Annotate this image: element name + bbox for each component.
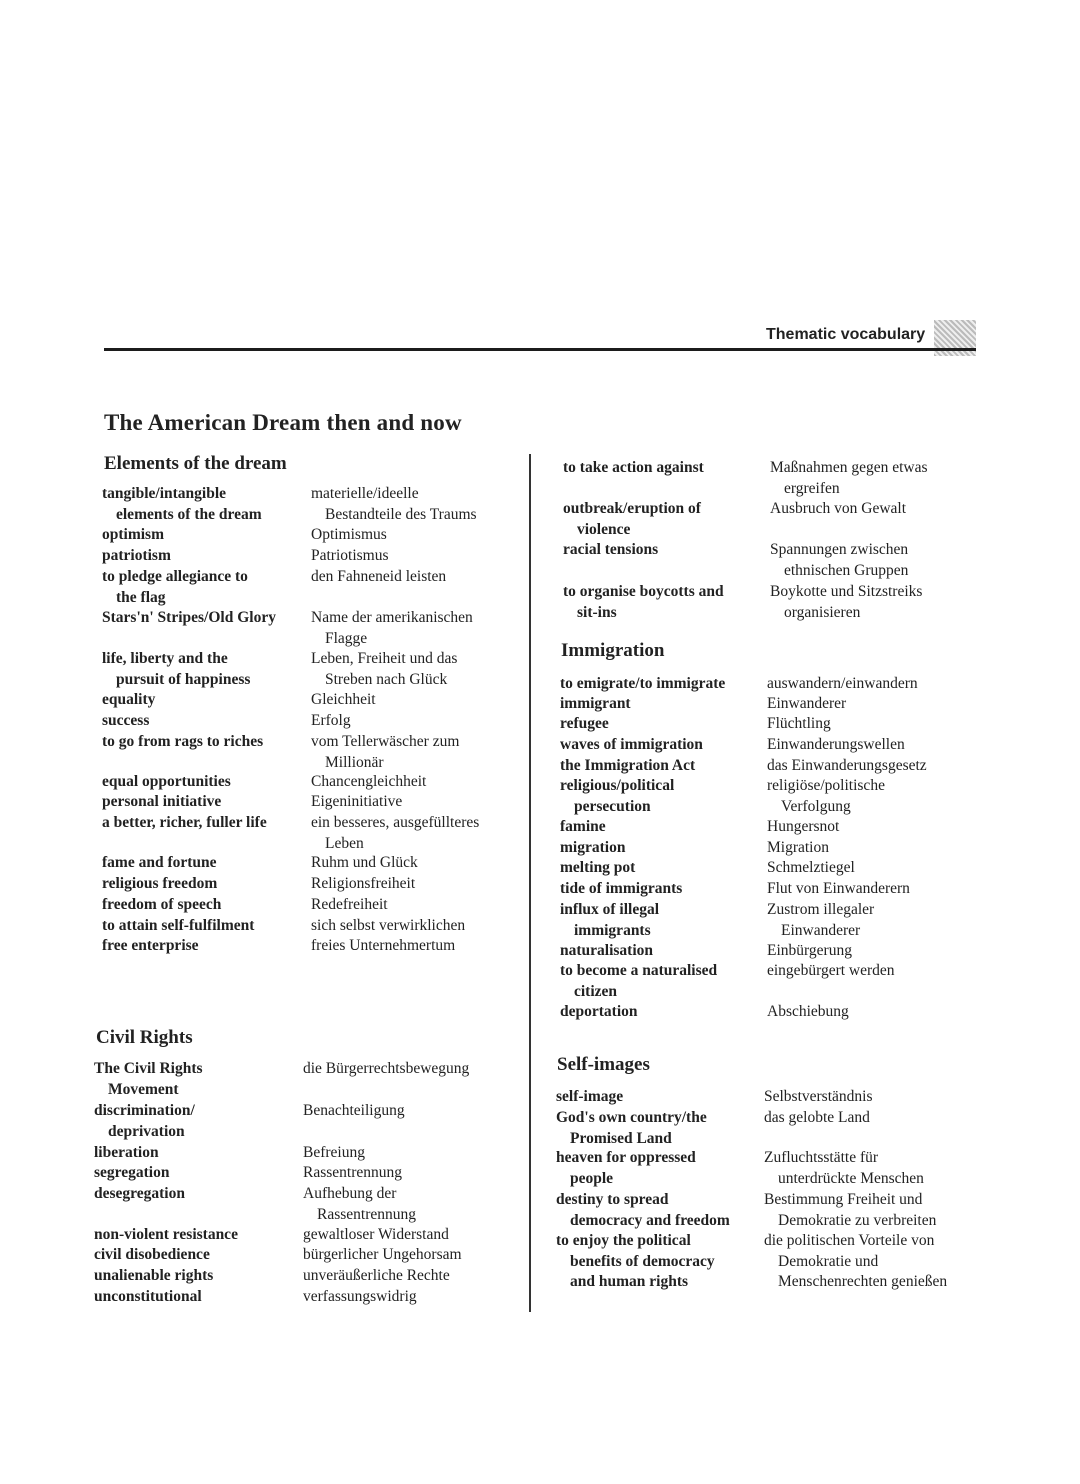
- vocab-translation: [303, 1163, 402, 1184]
- vocab-term: [94, 1184, 185, 1205]
- vocab-term: [560, 838, 625, 859]
- vocab-term-line: elements of the dream: [116, 505, 262, 523]
- vocab-term: [102, 608, 276, 629]
- vocab-term-line: to organise boycotts and: [563, 583, 724, 600]
- vocab-translation-line: ein besseres, ausgefüllteres: [311, 814, 480, 831]
- vocab-term: [563, 540, 658, 561]
- vocab-term: [102, 772, 231, 793]
- vocab-translation-line: Befreiung: [303, 1144, 365, 1161]
- vocab-translation: [303, 1225, 449, 1246]
- vocab-term-line: equality: [102, 691, 156, 708]
- vocab-translation-line: Patriotismus: [311, 547, 389, 564]
- vocab-term-line: unalienable rights: [94, 1267, 214, 1284]
- vocab-term-line: life, liberty and the: [102, 650, 228, 667]
- vocab-translation-line: Einwanderer: [781, 921, 861, 939]
- vocab-translation-line: ergreifen: [784, 479, 840, 497]
- vocab-translation-line: Leben, Freiheit und das: [311, 650, 458, 667]
- vocab-term-line: liberation: [94, 1144, 159, 1161]
- vocab-translation: [767, 735, 905, 756]
- vocab-translation-line: ethnischen Gruppen: [784, 561, 909, 579]
- vocab-translation: [767, 694, 846, 715]
- vocab-term-line: discrimination/: [94, 1102, 195, 1119]
- vocab-term-line: segregation: [94, 1164, 170, 1181]
- vocab-term: [102, 690, 155, 711]
- vocab-translation-line: Eigeninitiative: [311, 793, 403, 810]
- vocab-term: [563, 458, 704, 479]
- vocab-term-line: the flag: [116, 588, 166, 606]
- vocab-term: [560, 674, 725, 695]
- vocab-translation-line: Bestandteile des Traums: [325, 505, 477, 523]
- vocab-translation-line: Migration: [767, 839, 829, 856]
- vocab-translation: [311, 772, 426, 793]
- vocab-term: [94, 1245, 210, 1266]
- vocab-translation-line: Demokratie und: [778, 1252, 879, 1270]
- vocab-translation: [303, 1245, 462, 1266]
- vocab-term-line: success: [102, 712, 150, 729]
- vocab-term-line: people: [570, 1169, 614, 1187]
- vocab-translation-line: Gleichheit: [311, 691, 376, 708]
- vocab-translation: [311, 649, 457, 690]
- vocab-term-line: to become a naturalised: [560, 962, 718, 979]
- vocab-term: [563, 499, 701, 540]
- vocab-term-line: to attain self-fulfilment: [102, 917, 255, 934]
- vocab-translation-line: vom Tellerwäscher zum: [311, 733, 460, 750]
- vocab-translation-line: materielle/ideelle: [311, 485, 419, 502]
- vocab-translation: [764, 1190, 936, 1231]
- vocab-translation: [767, 941, 852, 962]
- vocab-term-line: famine: [560, 818, 606, 835]
- vocab-translation-line: organisieren: [784, 603, 861, 621]
- vocab-term-line: tide of immigrants: [560, 880, 683, 897]
- vocab-translation: [311, 690, 376, 711]
- vocab-term-line: free enterprise: [102, 937, 199, 954]
- vocab-term: [102, 874, 217, 895]
- vocab-translation: [303, 1101, 405, 1122]
- vocab-translation: [770, 540, 908, 581]
- vocab-translation: [764, 1087, 873, 1108]
- vocab-term: [560, 817, 606, 838]
- vocab-term-line: deprivation: [108, 1122, 185, 1140]
- vocab-term-line: and human rights: [570, 1273, 689, 1291]
- vocab-translation-line: Demokratie zu verbreiten: [778, 1211, 937, 1229]
- vocab-translation-line: Ausbruch von Gewalt: [770, 500, 907, 517]
- vocab-term: [556, 1108, 707, 1149]
- vocab-term-line: unconstitutional: [94, 1288, 202, 1305]
- vocab-translation-line: verfassungswidrig: [303, 1288, 417, 1305]
- vocab-translation: [767, 961, 895, 982]
- vocab-term-line: the Immigration Act: [560, 757, 696, 774]
- vocab-translation-line: Flut von Einwanderern: [767, 880, 910, 897]
- vocab-translation: [311, 711, 351, 732]
- vocab-translation-line: Redefreiheit: [311, 896, 388, 913]
- vocab-translation: [767, 879, 910, 900]
- vocab-term-line: to take action against: [563, 459, 704, 476]
- vocab-translation: [311, 567, 446, 588]
- vocab-translation: [767, 838, 829, 859]
- vocab-term: [102, 711, 149, 732]
- vocab-term: [560, 776, 674, 817]
- vocab-translation-line: Verfolgung: [781, 797, 851, 815]
- vocab-term-line: democracy and freedom: [570, 1211, 730, 1229]
- vocab-term: [102, 546, 171, 567]
- vocab-translation-line: Spannungen zwischen: [770, 541, 909, 558]
- vocab-translation-line: religiöse/politische: [767, 777, 885, 794]
- vocab-term: [102, 484, 262, 525]
- vocab-term-line: religious freedom: [102, 875, 218, 892]
- vocab-term-line: violence: [577, 520, 631, 538]
- vocab-term-line: self-image: [556, 1088, 624, 1105]
- vocab-term: [102, 732, 263, 753]
- vocab-term-line: civil disobedience: [94, 1246, 210, 1263]
- vocab-term-line: The Civil Rights: [94, 1060, 203, 1077]
- vocab-term: [560, 1002, 638, 1023]
- vocab-term-line: to go from rags to riches: [102, 733, 264, 750]
- vocab-term: [560, 756, 695, 777]
- vocab-term: [94, 1101, 195, 1142]
- vocab-translation-line: Chancengleichheit: [311, 773, 427, 790]
- vocab-translation: [311, 732, 459, 773]
- heading-immigration: Immigration: [561, 640, 665, 661]
- vocab-translation: [311, 813, 479, 854]
- vocab-translation: [767, 900, 874, 941]
- vocab-translation-line: den Fahneneid leisten: [311, 568, 447, 585]
- vocab-term-line: racial tensions: [563, 541, 659, 558]
- vocab-translation-line: Menschenrechten genießen: [778, 1273, 948, 1291]
- vocab-translation: [764, 1231, 947, 1293]
- vocab-translation-line: die politischen Vorteile von: [764, 1232, 935, 1249]
- vocab-translation-line: Schmelztiegel: [767, 859, 855, 876]
- vocab-term: [94, 1143, 159, 1164]
- vocab-translation-line: Flüchtling: [767, 715, 831, 732]
- vocab-term-line: naturalisation: [560, 942, 654, 959]
- vocab-translation-line: Streben nach Glück: [325, 670, 448, 688]
- vocab-translation-line: Erfolg: [311, 712, 351, 729]
- vocab-term: [102, 525, 164, 546]
- vocab-term-line: personal initiative: [102, 793, 222, 810]
- vocab-term-line: pursuit of happiness: [116, 670, 251, 688]
- vocab-translation-line: Rassentrennung: [317, 1205, 417, 1223]
- vocab-term: [560, 900, 659, 941]
- header-rule: [104, 348, 976, 351]
- vocab-term: [560, 858, 635, 879]
- vocab-translation-line: Religionsfreiheit: [311, 875, 416, 892]
- vocab-translation-line: das gelobte Land: [764, 1109, 870, 1126]
- vocab-term-line: immigrant: [560, 695, 631, 712]
- heading-self-images: Self-images: [557, 1054, 650, 1075]
- vocab-translation-line: das Einwanderungsgesetz: [767, 757, 927, 774]
- vocab-term-line: immigrants: [574, 921, 651, 939]
- vocab-translation-line: Abschiebung: [767, 1003, 849, 1020]
- vocab-translation-line: unveräußerliche Rechte: [303, 1267, 450, 1284]
- vocab-translation: [311, 895, 388, 916]
- vocab-term: [102, 567, 248, 608]
- vocab-term-line: waves of immigration: [560, 736, 703, 753]
- vocab-term-line: migration: [560, 839, 626, 856]
- vocab-term-line: non-violent resistance: [94, 1226, 238, 1243]
- vocab-term-line: refugee: [560, 715, 609, 732]
- vocab-translation-line: Einwanderungswellen: [767, 736, 905, 753]
- vocab-term-line: to pledge allegiance to: [102, 568, 248, 585]
- vocab-translation-line: Selbstverständnis: [764, 1088, 873, 1105]
- vocab-term-line: deportation: [560, 1003, 638, 1020]
- vocab-translation: [767, 714, 831, 735]
- vocab-translation-line: Aufhebung der: [303, 1185, 397, 1202]
- vocab-translation-line: freies Unternehmertum: [311, 937, 456, 954]
- vocab-translation: [303, 1287, 417, 1308]
- vocab-term-line: destiny to spread: [556, 1191, 669, 1208]
- vocab-translation: [311, 916, 465, 937]
- vocab-term: [94, 1287, 202, 1308]
- vocab-term-line: persecution: [574, 797, 651, 815]
- vocab-term-line: desegregation: [94, 1185, 185, 1202]
- vocab-translation: [770, 458, 928, 499]
- vocab-term-line: influx of illegal: [560, 901, 660, 918]
- vocab-translation: [770, 582, 922, 623]
- vocab-term-line: Stars'n' Stripes/Old Glory: [102, 609, 276, 626]
- vocab-translation: [303, 1059, 469, 1080]
- vocab-translation: [764, 1148, 924, 1189]
- vocab-term-line: religious/political: [560, 777, 675, 794]
- vocab-term-line: benefits of democracy: [570, 1252, 715, 1270]
- vocab-term-line: equal opportunities: [102, 773, 231, 790]
- vocab-translation-line: eingebürgert werden: [767, 962, 895, 979]
- vocab-translation: [767, 776, 885, 817]
- vocab-term: [556, 1148, 696, 1189]
- vocab-translation-line: Maßnahmen gegen etwas: [770, 459, 928, 476]
- vocab-term: [563, 582, 724, 623]
- vocab-translation: [767, 1002, 849, 1023]
- vocab-translation: [311, 525, 387, 546]
- vocab-translation: [767, 674, 918, 695]
- vocab-term: [560, 879, 682, 900]
- vocab-term-line: freedom of speech: [102, 896, 222, 913]
- vocab-term: [102, 813, 267, 834]
- vocab-term: [560, 941, 653, 962]
- vocab-translation-line: Leben: [325, 834, 364, 852]
- vocab-term-line: melting pot: [560, 859, 636, 876]
- vocab-term-line: fame and fortune: [102, 854, 217, 871]
- vocab-term: [560, 735, 703, 756]
- vocab-translation-line: sich selbst verwirklichen: [311, 917, 466, 934]
- vocab-translation: [767, 817, 839, 838]
- vocab-term-line: Movement: [108, 1080, 179, 1098]
- vocab-term: [102, 916, 254, 937]
- vocab-term-line: tangible/intangible: [102, 485, 227, 502]
- vocab-term: [94, 1059, 203, 1100]
- vocab-term: [560, 694, 631, 715]
- heading-civil-rights: Civil Rights: [96, 1027, 193, 1048]
- vocab-translation-line: Optimismus: [311, 526, 387, 543]
- vocab-term: [556, 1231, 715, 1293]
- vocab-translation-line: auswandern/einwandern: [767, 675, 918, 692]
- vocab-term: [94, 1225, 238, 1246]
- page-title: The American Dream then and now: [104, 410, 462, 435]
- vocab-term: [102, 936, 199, 957]
- vocab-term-line: to emigrate/to immigrate: [560, 675, 726, 692]
- heading-elements: Elements of the dream: [104, 453, 287, 474]
- vocab-term-line: heaven for oppressed: [556, 1149, 696, 1166]
- vocab-translation-line: Einbürgerung: [767, 942, 852, 959]
- vocab-translation: [303, 1184, 416, 1225]
- vocab-term-line: Promised Land: [570, 1129, 672, 1147]
- vocab-translation-line: Boykotte und Sitzstreiks: [770, 583, 923, 600]
- vocab-term-line: outbreak/eruption of: [563, 500, 701, 517]
- vocab-translation: [303, 1143, 365, 1164]
- vocab-term: [102, 792, 221, 813]
- vocab-translation: [311, 853, 418, 874]
- vocab-translation-line: Bestimmung Freiheit und: [764, 1191, 923, 1208]
- vocab-term: [102, 895, 221, 916]
- header-label: Thematic vocabulary: [766, 326, 926, 343]
- vocab-term-line: to enjoy the political: [556, 1232, 691, 1249]
- vocab-translation-line: Zustrom illegaler: [767, 901, 875, 918]
- vocab-translation-line: bürgerlicher Ungehorsam: [303, 1246, 462, 1263]
- vocab-term: [560, 714, 609, 735]
- vocab-translation-line: Einwanderer: [767, 695, 847, 712]
- vocab-translation: [767, 858, 855, 879]
- vocab-translation: [311, 608, 473, 649]
- vocab-translation-line: Rassentrennung: [303, 1164, 403, 1181]
- vocab-translation: [311, 484, 477, 525]
- vocab-term-line: God's own country/the: [556, 1109, 707, 1126]
- vocab-translation-line: Flagge: [325, 629, 368, 647]
- vocab-term: [560, 961, 717, 1002]
- vocab-translation-line: Hungersnot: [767, 818, 840, 835]
- vocab-translation-line: Zufluchtsstätte für: [764, 1149, 879, 1166]
- vocab-term-line: sit-ins: [577, 603, 617, 621]
- vocab-translation: [764, 1108, 870, 1129]
- vocab-translation: [311, 936, 455, 957]
- vocab-translation: [311, 546, 389, 567]
- vocab-translation-line: Benachteiligung: [303, 1102, 405, 1119]
- vocab-term-line: optimism: [102, 526, 164, 543]
- vocab-term: [102, 649, 250, 690]
- vocab-translation-line: Millionär: [325, 753, 384, 771]
- vocab-translation: [770, 499, 906, 520]
- vocab-translation: [303, 1266, 450, 1287]
- vocab-term: [556, 1087, 623, 1108]
- vocab-term-line: citizen: [574, 982, 618, 1000]
- vocab-translation: [767, 756, 927, 777]
- vocab-term: [556, 1190, 730, 1231]
- vocab-translation-line: unterdrückte Menschen: [778, 1169, 924, 1187]
- column-divider: [529, 454, 531, 1312]
- vocab-translation: [311, 792, 402, 813]
- vocab-term: [94, 1266, 213, 1287]
- vocab-translation: [311, 874, 415, 895]
- vocab-term-line: patriotism: [102, 547, 171, 564]
- vocab-term: [102, 853, 217, 874]
- vocab-translation-line: gewaltloser Widerstand: [303, 1226, 449, 1243]
- vocab-translation-line: die Bürgerrechtsbewegung: [303, 1060, 470, 1077]
- vocab-translation-line: Name der amerikanischen: [311, 609, 473, 626]
- vocab-term-line: a better, richer, fuller life: [102, 814, 267, 831]
- vocab-translation-line: Ruhm und Glück: [311, 854, 418, 871]
- vocab-term: [94, 1163, 169, 1184]
